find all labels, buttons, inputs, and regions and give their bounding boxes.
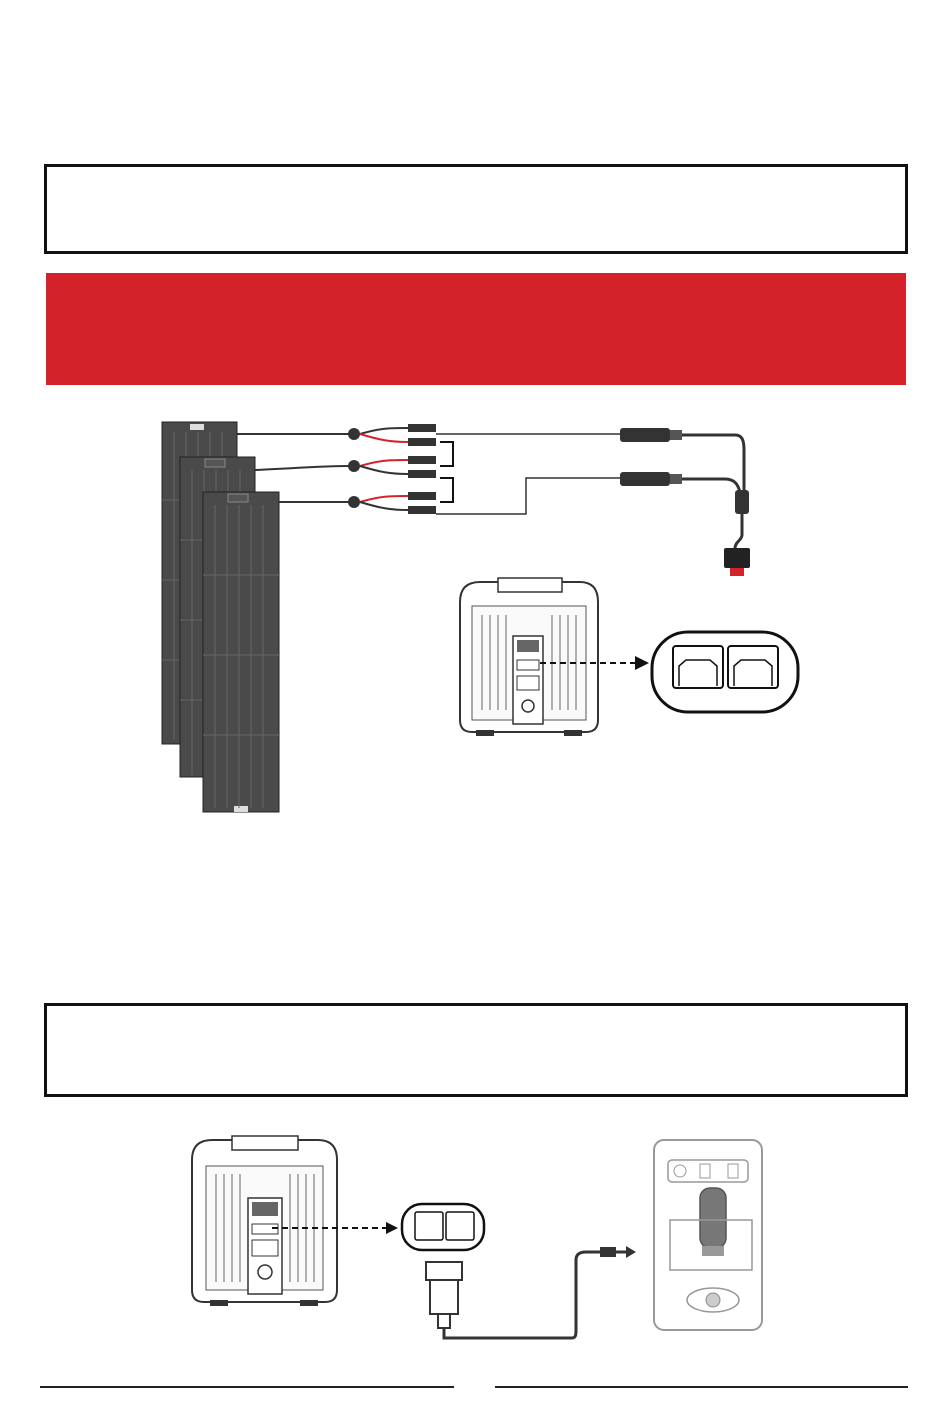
bottom-text-box — [44, 1003, 908, 1097]
footer-rule-right — [495, 1386, 908, 1388]
power-station-rear-icon — [192, 1136, 337, 1306]
car-charger-cable-icon — [426, 1246, 636, 1338]
extension-leads — [436, 434, 620, 514]
car-charging-diagram — [180, 1130, 780, 1350]
mc4-anderson-y-adapter-icon — [620, 428, 750, 576]
anderson-port-zoom-icon — [652, 632, 798, 712]
section-banner — [46, 273, 906, 385]
top-text-box — [44, 164, 908, 254]
solar-panel-3-icon — [203, 492, 279, 812]
anderson-port-zoom-icon — [402, 1204, 484, 1250]
footer-rule-left — [40, 1386, 454, 1388]
branch-connectors-icon — [348, 424, 436, 514]
parallel-brackets — [440, 442, 453, 502]
car-console-icon — [654, 1140, 762, 1330]
power-station-rear-icon — [460, 578, 598, 736]
solar-parallel-diagram — [150, 410, 850, 820]
